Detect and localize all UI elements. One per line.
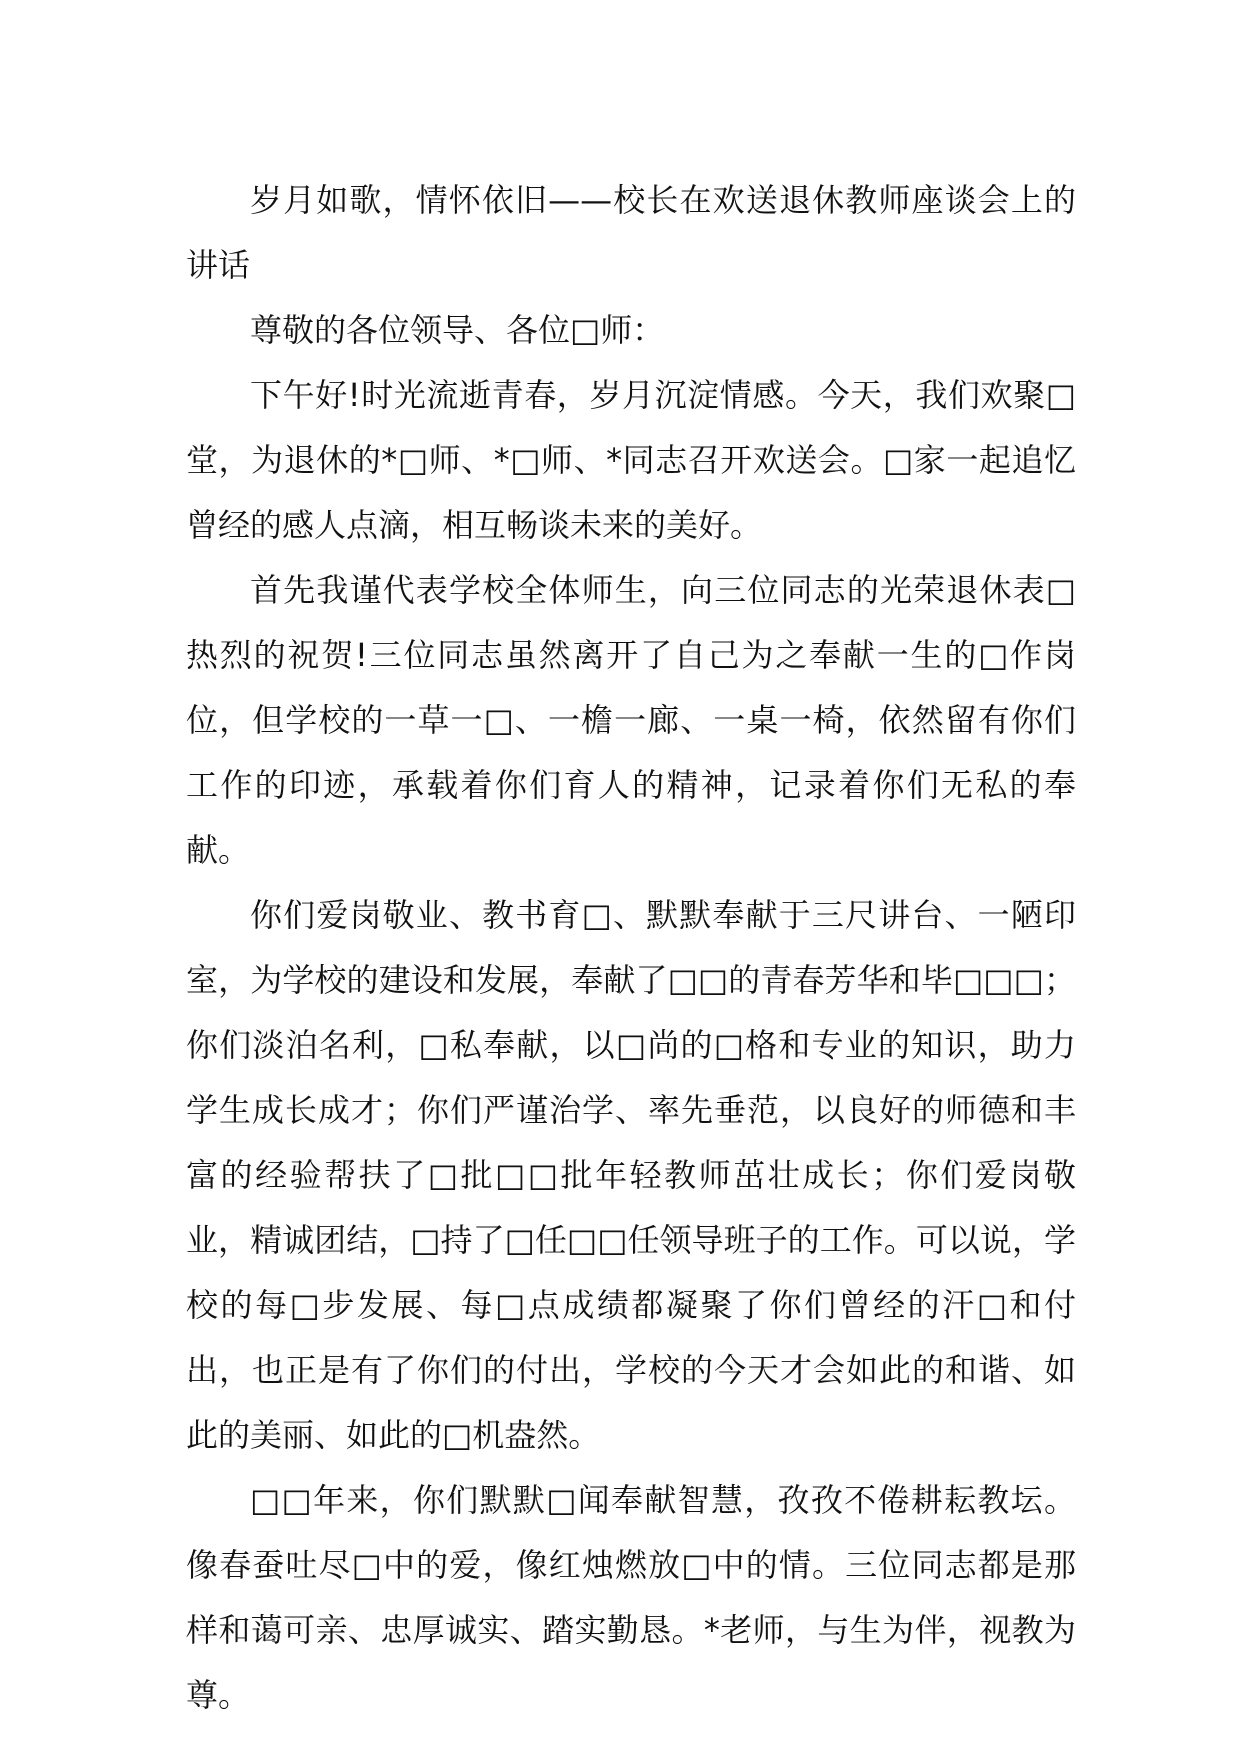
document-page [186, 168, 1076, 1728]
salutation: 尊敬的各位领导、各位□师： [250, 311, 665, 349]
document-title: 岁月如歌，情怀依旧——校长在欢送退休教师座谈会上的讲话 [186, 181, 1076, 284]
paragraph: 下午好!时光流逝青春，岁月沉淀情感。今天，我们欢聚□堂，为退休的*□师、*□师、*同志召开欢送会。□家一起追忆曾经的感人点滴，相互畅谈未来的美好。 [186, 376, 1076, 544]
paragraph: 首先我谨代表学校全体师生，向三位同志的光荣退休表□热烈的祝贺!三位同志虽然离开了自己为之奉献一生的□作岗位，但学校的一草一□、一檐一廊、一桌一椅，依然留有你们工作的印迹，承载着你们育人的精神，记录着你们无私的奉献。 [186, 571, 1076, 869]
paragraph: 你们爱岗敬业、教书育□、默默奉献于三尺讲台、一陋印室，为学校的建设和发展，奉献了□□的青春芳华和毕□□□；你们淡泊名利，□私奉献，以□尚的□格和专业的知识，助力学生成长成才；你们严谨治学、率先垂范，以良好的师德和丰富的经验帮扶了□批□□批年轻教师茁壮成长；你们爱岗敬业，精诚团结，□持了□任□□任领导班子的工作。可以说，学校的每□步发展、每□点成绩都凝聚了你们曾经的汗□和付出，也正是有了你们的付出，学校的今天才会如此的和谐、如此的美丽、如此的□机盎然。 [186, 896, 1076, 1454]
paragraph: □□年来，你们默默□闻奉献智慧，孜孜不倦耕耘教坛。像春蚕吐尽□中的爱，像红烛燃放□中的情。三位同志都是那样和蔼可亲、忠厚诚实、踏实勤恳。*老师，与生为伴，视教为尊。 [186, 1481, 1076, 1714]
